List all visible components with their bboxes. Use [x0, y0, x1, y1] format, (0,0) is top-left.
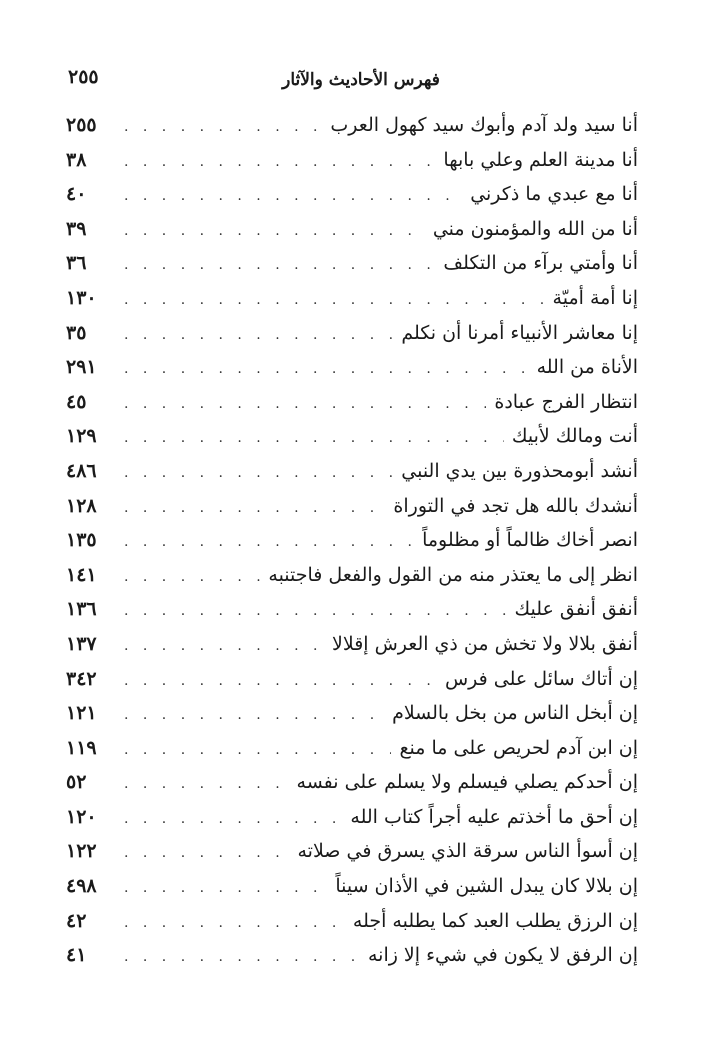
index-entry-page-number: ٢٩١: [66, 356, 97, 379]
index-entry: [66, 149, 638, 184]
index-entry: [66, 252, 638, 287]
header-page-number: ٢٥٥: [68, 66, 99, 88]
dot-leader: [124, 462, 393, 484]
dot-leader: [124, 185, 462, 207]
index-entry: [66, 806, 638, 841]
index-entry: [66, 737, 638, 772]
index-entry-page-number: ١١٩: [66, 736, 97, 759]
index-entry-page-number: ٤١: [66, 944, 87, 967]
index-entry-text: إنا معاشر الأنبياء أمرنا أن نكلم: [401, 321, 638, 344]
index-entry-page-number: ١٢٢: [66, 840, 97, 863]
index-entry-page-number: ٣٩: [66, 217, 87, 240]
index-entry: [66, 287, 638, 322]
index-entry: [66, 598, 638, 633]
index-entry: [66, 875, 638, 910]
dot-leader: [124, 808, 342, 830]
index-entry-text: انتظار الفرج عبادة: [494, 390, 638, 413]
index-entry-page-number: ٣٦: [66, 252, 87, 275]
dot-leader: [124, 220, 425, 242]
index-entry-text: أنت ومالك لأبيك: [511, 425, 638, 448]
index-entry-text: انظر إلى ما يعتذر منه من القول والفعل فاجتنبه: [268, 563, 638, 586]
index-entry: [66, 495, 638, 530]
dot-leader: [124, 842, 290, 864]
dot-leader: [124, 912, 345, 934]
index-entry: [66, 460, 638, 495]
dot-leader: [124, 289, 545, 311]
dot-leader: [124, 877, 327, 899]
index-entry-text: إن أبخل الناس من بخل بالسلام: [392, 702, 638, 725]
index-entry: [66, 183, 638, 218]
index-entry-text: انصر أخاك ظالماً أو مظلوماً: [422, 529, 638, 552]
index-entry-page-number: ٤٥: [66, 390, 87, 413]
index-entry-text: الأناة من الله: [536, 356, 638, 379]
header-title: فهرس الأحاديث والآثار: [282, 70, 440, 90]
index-entry-page-number: ٥٢: [66, 771, 87, 794]
dot-leader: [124, 600, 507, 622]
dot-leader: [124, 946, 360, 968]
index-entry-page-number: ٤٢: [66, 909, 87, 932]
index-entry-text: أنا وأمتي برآء من التكلف: [443, 252, 638, 275]
index-entry-text: أنا من الله والمؤمنون مني: [432, 217, 638, 240]
index-entry-text: إن بلالا كان يبدل الشين في الأذان سيناً: [335, 875, 638, 898]
running-header: [66, 62, 656, 98]
index-entry-text: إن الرفق لا يكون في شيء إلا زانه: [367, 944, 638, 967]
dot-leader: [124, 151, 435, 173]
index-entry: [66, 425, 638, 460]
index-entry: [66, 391, 638, 426]
index-entry-page-number: ١٣٦: [66, 598, 97, 621]
index-entry-text: أنفق أنفق عليك: [514, 598, 638, 621]
index-entry-page-number: ١٤١: [66, 563, 97, 586]
dot-leader: [124, 635, 324, 657]
dot-leader: [124, 324, 393, 346]
index-entry-page-number: ١٣٧: [66, 632, 97, 655]
index-entry-page-number: ١٢٩: [66, 425, 97, 448]
index-entry-page-number: ٤٨٦: [66, 459, 97, 482]
index-entry-page-number: ٣٨: [66, 148, 87, 171]
index-entry-text: أنا سيد ولد آدم وأبوك سيد كهول العرب: [330, 114, 638, 136]
index-entry-page-number: ١٣٠: [66, 286, 97, 309]
dot-leader: [124, 773, 289, 795]
dot-leader: [124, 704, 384, 726]
index-entry-page-number: ١٣٥: [66, 529, 97, 552]
index-entry: [66, 944, 638, 979]
index-entry-page-number: ٤٩٨: [66, 875, 97, 898]
dot-leader: [124, 116, 322, 138]
index-entry-text: إن الرزق يطلب العبد كما يطلبه أجله: [352, 909, 638, 932]
index-entry-text: أنفق بلالا ولا تخش من ذي العرش إقلالا: [332, 632, 638, 655]
index-entry: [66, 564, 638, 599]
dot-leader: [124, 393, 486, 415]
index-entry: [66, 529, 638, 564]
index-entry: [66, 633, 638, 668]
dot-leader: [124, 531, 414, 553]
index-entry-text: إن أحق ما أخذتم عليه أجراً كتاب الله: [350, 805, 638, 828]
index-entry-text: أنشد أبومحذورة بين يدي النبي: [401, 459, 638, 482]
index-entry: [66, 668, 638, 703]
dot-leader: [124, 358, 529, 380]
index-entry-text: أنشدك بالله هل تجد في التوراة: [393, 494, 638, 517]
index-entry-page-number: ١٢١: [66, 702, 97, 725]
index-entry-page-number: ٣٤٢: [66, 667, 97, 690]
dot-leader: [124, 497, 385, 519]
index-entry: [66, 356, 638, 391]
index-entry: [66, 840, 638, 875]
index-entry-text: إن أسوأ الناس سرقة الذي يسرق في صلاته: [297, 840, 638, 863]
index-entry: [66, 322, 638, 357]
index-entry-text: أنا مع عبدي ما ذكرني: [470, 183, 638, 206]
index-entry-text: إن أحدكم يصلي فيسلم ولا يسلم على نفسه: [296, 771, 638, 794]
index-entry-page-number: ٤٠: [66, 183, 87, 206]
index-entry-text: أنا مدينة العلم وعلي بابها: [443, 148, 638, 171]
dot-leader: [124, 254, 435, 276]
index-entry: [66, 218, 638, 253]
index-entry-page-number: ٣٥: [66, 321, 87, 344]
dot-leader: [124, 566, 260, 588]
index-entry-text: إن أتاك سائل على فرس: [444, 667, 638, 690]
index-entry-page-number: ٢٥٥: [66, 114, 97, 136]
index-entry: [66, 771, 638, 806]
index-entry: [66, 114, 638, 149]
dot-leader: [124, 670, 437, 692]
dot-leader: [124, 427, 504, 449]
index-entry: [66, 910, 638, 945]
index-entry-list: [66, 114, 638, 979]
index-entry-text: إنا أمة أميّة: [552, 286, 638, 309]
index-entry-text: إن ابن آدم لحريص على ما منع: [399, 736, 638, 759]
index-entry: [66, 702, 638, 737]
index-entry-page-number: ١٢٨: [66, 494, 97, 517]
index-entry-page-number: ١٢٠: [66, 805, 97, 828]
dot-leader: [124, 739, 391, 761]
